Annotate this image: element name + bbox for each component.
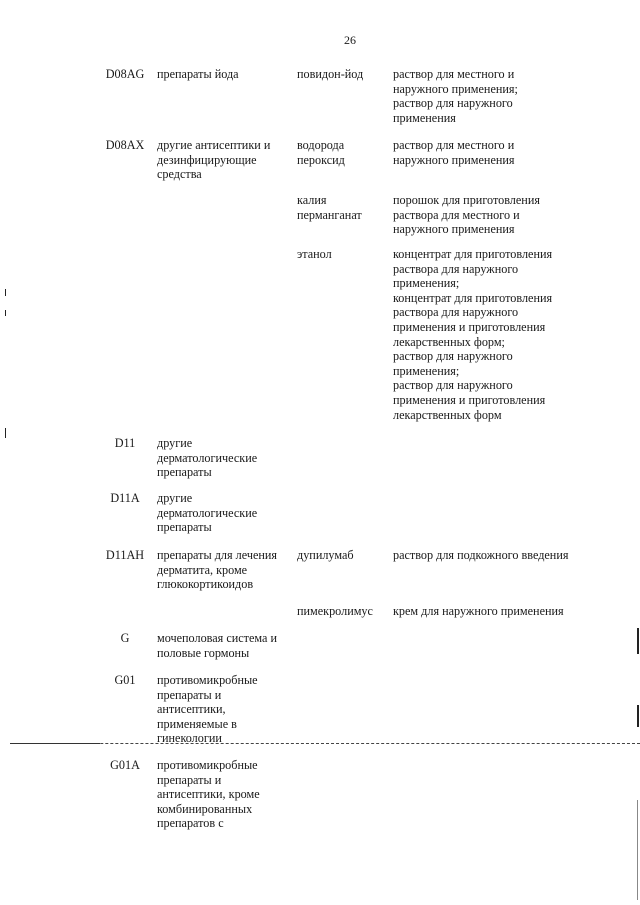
- scan-mark: [637, 705, 639, 727]
- dosage-forms: концентрат для приготовления раствора для наружного применения; концентрат для приготовления раствора для наружного применения и приготовления лекарственных форм; раствор для наружного применения; раствор для наружного применения и приготовления лекарственных форм: [393, 247, 553, 422]
- dosage-forms: крем для наружного применения: [393, 604, 564, 618]
- drug-name: этанол: [297, 247, 332, 261]
- drug-name: водорода пероксид: [297, 138, 345, 167]
- dosage-forms: раствор для местного и наружного применения; раствор для наружного применения: [393, 67, 518, 125]
- atc-code: G: [120, 631, 130, 645]
- dosage-forms: раствор для местного и наружного применения: [393, 138, 515, 167]
- group-name: противомикробные препараты и антисептики, кроме комбинированных препаратов с: [157, 758, 260, 831]
- page-number: 26: [344, 33, 356, 47]
- atc-code: G01A: [110, 758, 140, 772]
- group-name: другие дерматологические препараты: [157, 491, 258, 535]
- dosage-forms: порошок для приготовления раствора для местного и наружного применения: [393, 193, 540, 237]
- group-name: мочеполовая система и половые гормоны: [157, 631, 277, 660]
- group-name: препараты для лечения дерматита, кроме глюкокортикоидов: [157, 548, 278, 592]
- scan-mark: [637, 628, 639, 654]
- atc-code: D08AG: [105, 67, 145, 81]
- atc-code: D11: [114, 436, 136, 450]
- page-break-line-left: [10, 743, 100, 744]
- drug-name: дупилумаб: [297, 548, 354, 562]
- scan-mark: [637, 800, 638, 900]
- atc-code: G01: [114, 673, 136, 687]
- drug-name: калия перманганат: [297, 193, 362, 222]
- atc-code: D11A: [110, 491, 140, 505]
- atc-code: D11AH: [105, 548, 145, 562]
- group-name: препараты йода: [157, 67, 239, 81]
- atc-code: D08AX: [105, 138, 145, 152]
- scan-mark: [5, 428, 6, 438]
- scan-mark: [5, 310, 6, 316]
- drug-name: повидон-йод: [297, 67, 364, 81]
- page-break-line: [10, 743, 640, 744]
- group-name: другие антисептики и дезинфицирующие средства: [157, 138, 271, 182]
- dosage-forms: раствор для подкожного введения: [393, 548, 569, 562]
- group-name: другие дерматологические препараты: [157, 436, 258, 480]
- scan-mark: [5, 289, 6, 296]
- group-name: противомикробные препараты и антисептики, применяемые в гинекологии: [157, 673, 258, 746]
- drug-name: пимекролимус: [297, 604, 373, 618]
